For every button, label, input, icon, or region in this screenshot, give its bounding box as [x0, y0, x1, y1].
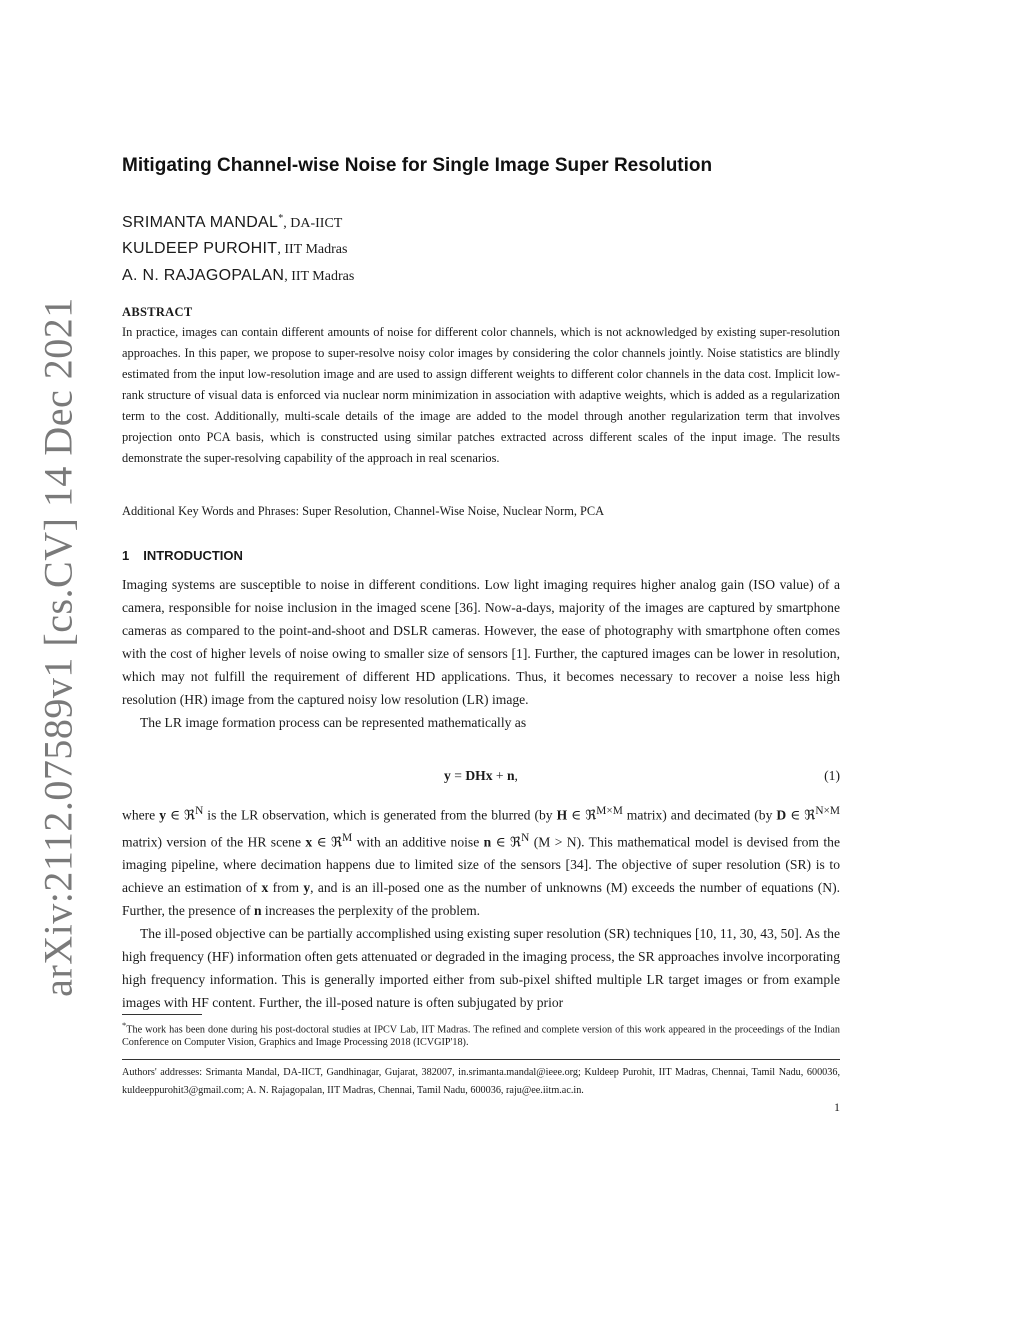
- footnote-mark: *: [122, 1020, 127, 1030]
- author-affiliation: , DA-IICT: [283, 216, 343, 231]
- author-name: A. N. RAJAGOPALAN: [122, 267, 285, 284]
- authors-addresses: Authors' addresses: Srimanta Mandal, DA-IICT, Gandhinagar, Gujarat, 382007, in.srimanta.mandal@ieee.org; Kuldeep Purohit, IIT Madras, Chennai, Tamil Nadu, 600036, kuldeeppurohit3@gmail.com; A. N. Rajagopalan, IIT Madras, Chennai, Tamil Nadu, 600036, raju@ee.iitm.ac.in.: [122, 1067, 840, 1096]
- keywords: Additional Key Words and Phrases: Super Resolution, Channel-Wise Noise, Nuclear Norm, PCA: [122, 504, 605, 518]
- author-name: SRIMANTA MANDAL: [122, 214, 279, 231]
- footnote: [122, 1019, 840, 1049]
- paragraph: The ill-posed objective can be partially accomplished using existing super resolution (SR) techniques [10, 11, 30, 43, 50]. As the high frequency (HF) information often gets attenuated or degraded in the imaging process, the SR approaches involve incorporating high frequency information. This is generally imported either from sub-pixel shifted multiple LR target images or from example images with HF content. Further, the ill-posed nature is often subjugated by prior: [122, 926, 840, 1011]
- equation-1: [122, 768, 840, 790]
- arxiv-identifier: arXiv:2112.07589v1 [cs.CV] 14 Dec 2021: [35, 297, 81, 997]
- author-line: [122, 213, 342, 232]
- author-line: [122, 267, 354, 285]
- section-number: 1: [122, 548, 130, 563]
- section-heading: [122, 548, 243, 563]
- author-affiliation: , IIT Madras: [284, 269, 355, 284]
- equation-number: (1): [824, 768, 840, 783]
- abstract-text: In practice, images can contain different amounts of noise for different color channels, which is not acknowledged by existing super-resolution approaches. In this paper, we propose to super-resolve noisy color images by considering the color channels jointly. Noise statistics are blindly estimated from the input low-resolution image and are used to assign different weights to different color channels in the data cost. Implicit low-rank structure of visual data is enforced via nuclear norm minimization in association with adaptive weights, which is added as a regularization term to the cost. Additionally, multi-scale details of the image are added to the model through another regularization term that involves projection onto PCA basis, which is constructed using similar patches extracted across different scales of the input image. The results demonstrate the super-resolving capability of the approach in real scenarios.: [122, 325, 840, 465]
- section-title: INTRODUCTION: [143, 548, 243, 563]
- author-line: [122, 240, 347, 258]
- equation-expression: y = DHx + n,: [444, 768, 518, 783]
- intro-block-1: [122, 573, 840, 734]
- author-footnote-mark: *: [278, 213, 284, 224]
- author-name: KULDEEP PUROHIT: [122, 240, 278, 257]
- addresses-rule: [122, 1059, 840, 1060]
- author-affiliation: , IIT Madras: [277, 242, 348, 257]
- paper-title: Mitigating Channel-wise Noise for Single Image Super Resolution: [122, 155, 713, 176]
- paragraph: Imaging systems are susceptible to noise in different conditions. Low light imaging requires higher analog gain (ISO value) of a camera, responsible for noise inclusion in the imaged scene [36]. Now-a-days, majority of the images are captured by smartphone cameras as compared to the point-and-shoot and DSLR cameras. However, the ease of photography with smartphone often comes with the cost of higher levels of noise owing to smaller size of sensors [1]. Further, the captured images can be lower in resolution, which may not fulfill the requirement of different HD applications. Thus, it becomes necessary to recover a noise less high resolution (HR) image from the captured noisy low resolution (LR) image.: [122, 577, 840, 707]
- intro-block-2: [122, 800, 840, 1014]
- page-number: 1: [834, 1100, 840, 1114]
- footnote-text: The work has been done during his post-doctoral studies at IPCV Lab, IIT Madras. The refined and complete version of this work appeared in the proceedings of the Indian Conference on Computer Vision, Graphics and Image Processing 2018 (ICVGIP'18).: [122, 1024, 840, 1049]
- paragraph: where y ∈ ℜ$^N$ is the LR observation, which is generated from the blurred (by H ∈ ℜ$^{M\times M}$ matrix) and decimated (by D ∈ ℜ$^{N\times M}$ matrix) version of the HR scene x ∈ ℜ$^M$ with an additive noise n ∈ ℜ$^N$ (M > N). This mathematical model is devised from the imaging pipeline, where decimation happens due to limited size of the sensors [34]. The objective of super resolution (SR) is to achieve an estimation of x from y, and is an ill-posed one as the number of unknowns (M) exceeds the number of equations (N). Further, the presence of n increases the perplexity of the problem.: [122, 805, 840, 919]
- abstract-heading: ABSTRACT: [122, 305, 193, 319]
- paragraph: The LR image formation process can be represented mathematically as: [140, 715, 527, 730]
- footnote-rule: [122, 1014, 202, 1015]
